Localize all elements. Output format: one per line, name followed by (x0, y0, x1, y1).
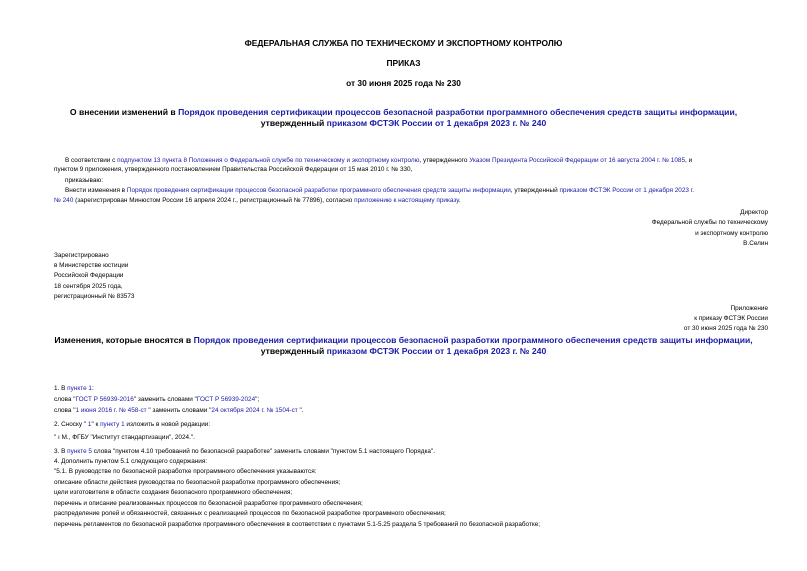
item-4-line6: распределение ролей и обязанностей, связанных с реализацией процессов по безопасной разработке программного обеспечения; (54, 510, 446, 517)
link-fstec-order[interactable]: приказом ФСТЭК России от 1 декабря 2023 г. (559, 187, 695, 194)
preamble-p2-line1: Внести изменения в Порядок проведения сертификации процессов безопасной разработки программного обеспечения средств защиты информации, утвержденный приказом ФСТЭК России от 1 декабря 2023 г. (65, 187, 695, 194)
item-4: 4. Дополнить пунктом 5.1 следующего содержания: (54, 458, 208, 465)
signature-title: Директор (740, 209, 768, 216)
appendix-ref: к приказу ФСТЭК России (694, 315, 768, 322)
registration-line1: Зарегистрировано (54, 252, 109, 259)
registration-number: регистрационный № 83573 (54, 293, 135, 300)
link-fstec-order-number[interactable]: № 240 (54, 197, 74, 204)
link-gost-2024[interactable]: ГОСТ Р 56939-2024 (196, 396, 256, 403)
item-4-line2: "5.1. В руководстве по безопасной разработке программного обеспечения указываются: (54, 468, 317, 475)
link-clause-1-b[interactable]: пункту 1 (100, 421, 125, 428)
item-4-line5: перечень и описание реализованных процессов по безопасной разработке программного обеспечения; (54, 500, 363, 507)
order-title-link-2[interactable]: приказом ФСТЭК России от 1 декабря 2023 г. № 240 (326, 118, 547, 128)
preamble-line1: В соответствии с подпунктом 13 пункта 8 Положения о Федеральной службе по техническому и экспортному контролю, утвержденного Указом Президента Российской Федерации от 16 августа 2004 г. № 1085, и (65, 157, 693, 164)
order-title-link[interactable]: Порядок проведения сертификации процессов безопасной разработки программного обеспечения средств защиты информации, (178, 107, 738, 117)
doc-type: ПРИКАЗ (386, 58, 421, 68)
order-word: приказываю: (65, 177, 103, 184)
link-regulation-clause[interactable]: подпунктом 13 пункта 8 Положения о Федеральной службе по техническому и экспортному контролю (117, 157, 420, 164)
link-clause-5[interactable]: пункте 5 (67, 448, 92, 455)
registration-line3: Российской Федерации (54, 272, 124, 279)
link-clause-1[interactable]: пункте 1 (67, 385, 92, 392)
agency-name: ФЕДЕРАЛЬНАЯ СЛУЖБА ПО ТЕХНИЧЕСКОМУ И ЭКСПОРТНОМУ КОНТРОЛЮ (244, 38, 563, 48)
changes-title-line2: утвержденный приказом ФСТЭК России от 1 декабря 2023 г. № 240 (260, 346, 547, 356)
preamble-line2: пунктом 9 приложения, утвержденного постановлением Правительства Российской Федерации от 15 мая 2010 г. № 330, (54, 166, 413, 173)
link-footnote-1[interactable]: 1 (86, 421, 92, 428)
changes-title-line1: Изменения, которые вносятся в Порядок проведения сертификации процессов безопасной разработки программного обеспечения средств защиты информации, (54, 335, 753, 345)
registration-date: 18 сентября 2025 года, (54, 283, 123, 290)
registration-line2: в Министерстве юстиции (54, 262, 129, 269)
changes-title-link[interactable]: Порядок проведения сертификации процессов безопасной разработки программного обеспечения средств защиты информации, (193, 335, 753, 345)
item-4-line4: цели изготовителя в области создания безопасного программного обеспечения; (54, 489, 293, 496)
item-2-line2: " ı М., ФГБУ "Институт стандартизации", 2024.". (54, 434, 195, 441)
item-1-line3: слова "1 июня 2016 г. № 458-ст " заменить словами "24 октября 2024 г. № 1504-ст ". (54, 407, 304, 414)
doc-date-number: от 30 июня 2025 года № 230 (346, 78, 461, 88)
appendix-date: от 30 июня 2025 года № 230 (683, 325, 768, 332)
signature-org-line1: Федеральной службы по техническому (651, 219, 768, 226)
item-2: 2. Сноску " 1" к пункту 1 изложить в новой редакции: (54, 421, 211, 428)
link-order-1504[interactable]: 24 октября 2024 г. № 1504-ст (211, 407, 298, 414)
item-3: 3. В пункте 5 слова "пунктом 4.10 требований по безопасной разработке" заменить словами "пунктом 5.1 настоящего Порядка". (54, 448, 435, 455)
signature-name: В.Селин (743, 240, 768, 247)
appendix-label: Приложение (730, 305, 768, 312)
link-presidential-decree[interactable]: Указом Президента Российской Федерации от 16 августа 2004 г. № 1085 (469, 157, 686, 164)
item-1-line2: слова "ГОСТ Р 56939-2016" заменить словами "ГОСТ Р 56939-2024"; (54, 396, 260, 403)
item-1: 1. В пункте 1: (54, 385, 94, 392)
order-title-line1: О внесении изменений в Порядок проведения сертификации процессов безопасной разработки программного обеспечения средств защиты информации, (69, 107, 738, 117)
preamble-p2-line2: № 240 (зарегистрирован Минюстом России 16 апреля 2024 г., регистрационный № 77896), согласно приложению к настоящему приказу. (54, 197, 461, 204)
signature-org-line2: и экспортному контролю (695, 230, 768, 237)
order-title-line2: утвержденный приказом ФСТЭК России от 1 декабря 2023 г. № 240 (260, 118, 547, 128)
link-order-458[interactable]: 1 июня 2016 г. № 458-ст (75, 407, 147, 414)
link-gost-2016[interactable]: ГОСТ Р 56939-2016 (75, 396, 134, 403)
link-appendix[interactable]: приложению к настоящему приказу (354, 197, 459, 204)
item-4-line7: перечень регламентов по безопасной разработке программного обеспечения в соответствии с пунктами 5.1-5.25 раздела 5 требований по безопасной разработке; (54, 521, 541, 528)
changes-title-link-2[interactable]: приказом ФСТЭК России от 1 декабря 2023 г. № 240 (326, 346, 547, 356)
link-procedure[interactable]: Порядок проведения сертификации процессов безопасной разработки программного обеспечения средств защиты информации (126, 187, 511, 194)
item-4-line3: описание области действия руководства по безопасной разработке программного обеспечения; (54, 479, 341, 486)
